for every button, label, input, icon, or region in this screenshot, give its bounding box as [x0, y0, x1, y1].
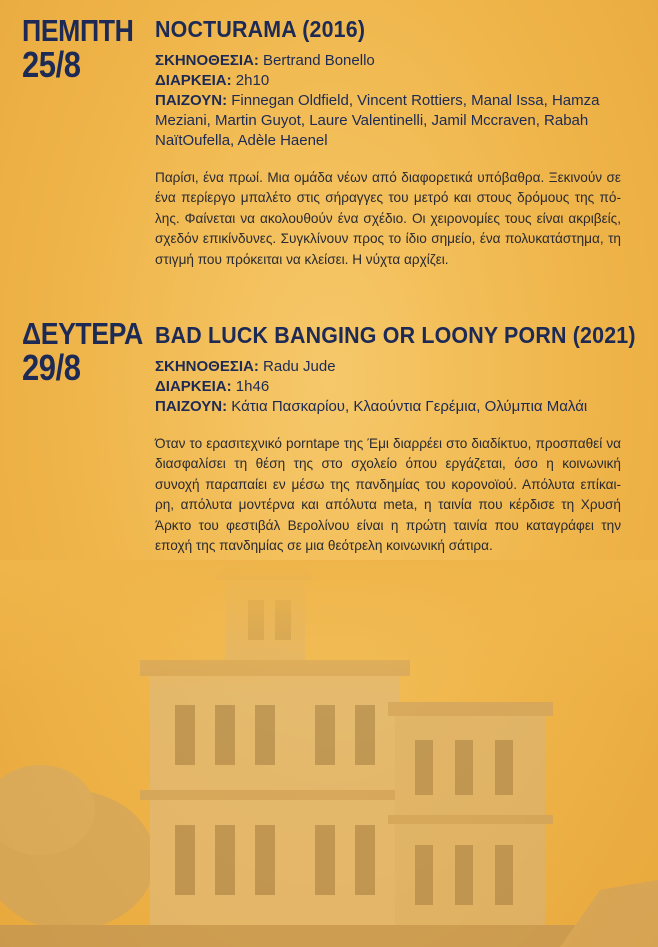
- screening-2-cast-line: [155, 397, 621, 417]
- screening-1-film: [155, 16, 621, 270]
- cast-label: ΠΑΙΖΟΥΝ:: [155, 398, 228, 415]
- screening-2-credits: [155, 357, 621, 417]
- screening-2-duration-line: [155, 377, 621, 397]
- screening-1-cast: Finnegan Oldfield, Vincent Rottiers, Manal Issa, Hamza Meziani, Martin Guyot, Laure Valentinelli, Jamil Mccraven, Rabah NaïtOufella, Adèle Haenel: [155, 92, 600, 149]
- screening-2-cast: Κάτια Πασκαρίου, Κλαούντια Γερέμια, Ολύμπια Μαλάι: [231, 398, 588, 415]
- screening-1-duration: 2h10: [235, 72, 270, 89]
- screening-2-day-block: [22, 318, 163, 386]
- screening-1-weekday: ΠΕΜΠΤΗ: [22, 13, 134, 48]
- building-illustration: [0, 560, 658, 947]
- screening-2-title: BAD LUCK BANGING OR LOONY PORN (2021): [155, 322, 636, 348]
- screening-1-day-block: [22, 15, 152, 83]
- screening-2-duration: 1h46: [235, 378, 270, 395]
- screening-2-weekday: ΔΕΥΤΕΡΑ: [22, 316, 143, 351]
- screening-1-duration-line: [155, 71, 621, 91]
- screening-1-synopsis: Παρίσι, ένα πρωί. Μια ομάδα νέων από διαφορετικά υπόβαθρα. Ξεκινούν σε ένα περίεργο μπαλέτο στις σήραγγες του μετρό και στους δρόμους της πό-λης. Φαίνεται να ακολουθούν ένα σχέδιο. Οι χειρονομίες τους είναι ακριβείς, σχεδόν επικίνδυνες. Συγκλίνουν προς το ίδιο σημείο, ένα πολυκατάστημα, τη στιγμή που πρόκειται να κλείσει. Η νύχτα αρχίζει.: [155, 170, 621, 267]
- screening-2-date: 29/8: [22, 346, 81, 388]
- cast-label: ΠΑΙΖΟΥΝ:: [155, 92, 228, 109]
- screening-2-director-line: [155, 357, 621, 377]
- director-label: ΣΚΗΝΟΘΕΣΙΑ:: [155, 358, 259, 375]
- screening-1-credits: [155, 51, 621, 151]
- duration-label: ΔΙΑΡΚΕΙΑ:: [155, 378, 232, 395]
- director-label: ΣΚΗΝΟΘΕΣΙΑ:: [155, 52, 259, 69]
- duration-label: ΔΙΑΡΚΕΙΑ:: [155, 72, 232, 89]
- screening-2-synopsis: Όταν το ερασιτεχνικό porntape της Έμι διαρρέει στο διαδίκτυο, προσπαθεί να διασφαλίσει τη θέση της στο σχολείο όπου εργάζεται, όσο η κοινωνική συνοχή παραπαίει εν μέσω της πανδημίας του κορονοϊού. Απόλυτα επίκαι-ρη, απόλυτα μοντέρνα και απόλυτα meta, η ταινία που κέρδισε τη Χρυσή Άρκτο του φεστιβάλ Βερολίνου είναι η πρώτη ταινία που καταγράφει την εποχή της πανδημίας σε μια θεότρελη κοινωνική σάτιρα.: [155, 436, 621, 554]
- screening-1-date: 25/8: [22, 43, 81, 85]
- screening-1-director: Bertrand Bonello: [263, 52, 375, 69]
- screening-1-cast-line: [155, 91, 621, 151]
- screening-2-director: Radu Jude: [263, 358, 336, 375]
- screening-2-film: [155, 322, 636, 556]
- screening-1-director-line: [155, 51, 621, 71]
- screening-1-title: NOCTURAMA (2016): [155, 16, 366, 42]
